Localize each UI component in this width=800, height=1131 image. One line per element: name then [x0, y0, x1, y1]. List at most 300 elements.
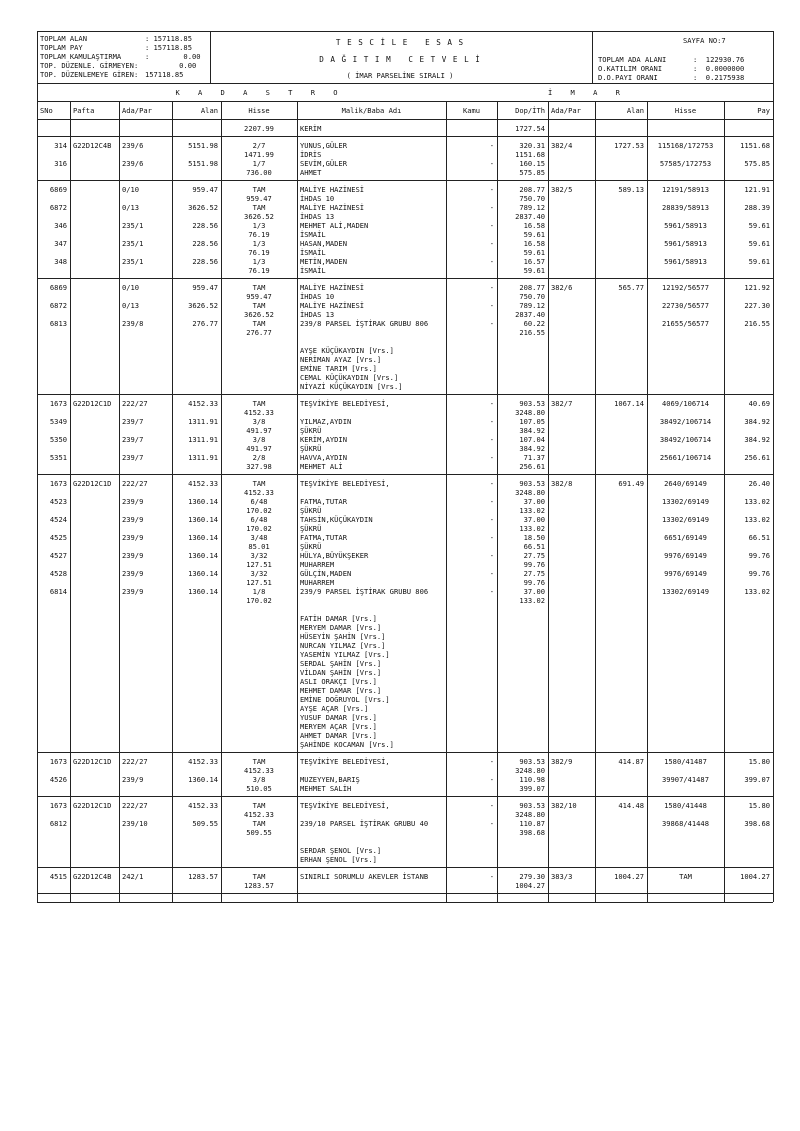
cell-ada-parsel: 222/27	[122, 757, 148, 766]
group-separator	[37, 474, 773, 475]
cell-kamu: -	[489, 301, 494, 310]
cell-malik: SINIRLI SORUMLU AKEVLER İSTANB	[300, 872, 429, 881]
cell-imar-alan: 414.48	[618, 801, 644, 810]
cell-malik: İHDAS 13	[300, 310, 335, 319]
cell-dop-ith: 2837.40	[515, 310, 545, 319]
cell-malik: İDRİS	[300, 150, 322, 159]
cell-imar-hisse: 21655/56577	[662, 319, 709, 328]
cell-malik: AYŞE KÜÇÜKAYDIN [Vrs.]	[300, 346, 394, 355]
cell-alan: 1360.14	[188, 497, 218, 506]
header-ratio-value: : 122930.76	[693, 55, 745, 64]
cell-dop-ith: 133.02	[519, 524, 545, 533]
cell-pay: 1004.27	[740, 872, 770, 881]
cell-ada-parsel: 239/6	[122, 159, 144, 168]
header-total-value: : 0.00	[145, 52, 201, 61]
cell-imar-ada-parsel: 382/9	[551, 757, 573, 766]
column-divider	[497, 101, 498, 902]
group-separator	[37, 180, 773, 181]
group-separator	[37, 136, 773, 137]
column-divider	[172, 101, 173, 902]
cell-malik: TEŞVİKİYE BELEDİYESİ,	[300, 757, 390, 766]
cell-dop-ith: 18.50	[523, 533, 545, 542]
cell-alan: 1311.91	[188, 453, 218, 462]
column-header-sno: SNo	[40, 106, 53, 115]
cell-hisse: 1283.57	[244, 881, 274, 890]
cell-alan: 4152.33	[188, 757, 218, 766]
cell-imar-hisse: 12191/58913	[662, 185, 709, 194]
cell-hisse: 76.19	[248, 266, 270, 275]
cell-hisse: TAM	[252, 757, 266, 766]
cell-hisse: 4152.33	[244, 766, 274, 775]
header-ratio-label: D.O.PAYI ORANI	[598, 73, 658, 82]
cell-ada-parsel: 239/9	[122, 533, 144, 542]
cell-hisse: 76.19	[248, 248, 270, 257]
cell-dop-ith: 399.07	[519, 784, 545, 793]
cell-pay: 133.02	[744, 497, 770, 506]
cell-pay: 99.76	[748, 569, 770, 578]
cell-pay: 133.02	[744, 587, 770, 596]
cell-malik: TEŞVİKİYE BELEDİYESİ,	[300, 479, 390, 488]
cell-malik: TEŞVİKİYE BELEDİYESİ,	[300, 801, 390, 810]
cell-dop-ith: 2837.40	[515, 212, 545, 221]
cell-malik: MUHARREM	[300, 578, 335, 587]
cell-imar-hisse: TAM	[679, 872, 692, 881]
header-ratio-value: : 0.2175938	[693, 73, 745, 82]
column-divider	[647, 101, 648, 902]
cell-malik: EMİNE DOĞRUYOL [Vrs.]	[300, 695, 390, 704]
cell-hisse: 85.01	[248, 542, 270, 551]
cell-alan: 1360.14	[188, 533, 218, 542]
cell-sno: 5349	[49, 417, 67, 426]
cell-kamu: -	[489, 399, 494, 408]
cell-malik: MALİYE HAZİNESİ	[300, 203, 365, 212]
cell-pafta: G22D12C4B	[73, 872, 112, 881]
cell-imar-hisse: 28839/58913	[662, 203, 709, 212]
cell-kamu: -	[489, 775, 494, 784]
cell-dop-ith: 320.31	[519, 141, 545, 150]
cell-hisse: TAM	[252, 479, 266, 488]
column-header-imar-ada-parsel: Ada/Par	[551, 106, 581, 115]
cell-pay: 133.02	[744, 515, 770, 524]
cell-hisse: 1/7	[252, 159, 266, 168]
cell-ada-parsel: 239/6	[122, 141, 144, 150]
cell-sno: 4515	[49, 872, 67, 881]
cell-kamu: -	[489, 185, 494, 194]
cell-kamu: -	[489, 757, 494, 766]
cell-malik: İHDAS 13	[300, 212, 335, 221]
cell-pay: 575.85	[744, 159, 770, 168]
cell-imar-hisse: 13302/69149	[662, 497, 709, 506]
cell-dop-ith: 279.30	[519, 872, 545, 881]
cell-dop-ith: 3248.80	[515, 488, 545, 497]
column-divider	[37, 101, 38, 902]
cell-hisse: 1/8	[252, 587, 266, 596]
header-total-label: TOP. DÜZENLEMEYE GİREN:	[40, 70, 139, 79]
cell-malik: SEVİM,GÜLER	[300, 159, 347, 168]
cell-hisse: 6/48	[250, 497, 268, 506]
cell-kamu: -	[489, 819, 494, 828]
cell-malik: İSMAİL	[300, 266, 326, 275]
cell-pay: 121.91	[744, 185, 770, 194]
cell-sno: 6813	[49, 319, 67, 328]
cell-kamu: -	[489, 239, 494, 248]
cell-imar-hisse: 57585/172753	[659, 159, 712, 168]
header-total-label: TOPLAM ALAN	[40, 34, 87, 43]
cell-sno: 1673	[49, 399, 67, 408]
cell-dop-ith: 903.53	[519, 479, 545, 488]
cell-pay: 256.61	[744, 453, 770, 462]
cell-hisse: 1471.99	[244, 150, 274, 159]
cell-alan: 228.56	[192, 239, 218, 248]
header-ratio-value: : 0.0000000	[693, 64, 745, 73]
cell-dop-ith: 27.75	[523, 551, 545, 560]
cell-hisse: 3/8	[252, 775, 266, 784]
cell-hisse: 4152.33	[244, 488, 274, 497]
cell-pay: 26.40	[748, 479, 770, 488]
cell-sno: 6812	[49, 819, 67, 828]
cell-dop-ith: 107.04	[519, 435, 545, 444]
cell-hisse: 959.47	[246, 194, 272, 203]
cell-sno: 5350	[49, 435, 67, 444]
section-band-top	[37, 83, 773, 84]
cell-ada-parsel: 239/8	[122, 319, 144, 328]
header-total-value: 0.00	[145, 61, 197, 70]
cell-dop-ith: 71.37	[523, 453, 545, 462]
group-separator	[37, 867, 773, 868]
cell-pafta: G22D12C1D	[73, 399, 112, 408]
cell-imar-hisse: 38492/106714	[659, 435, 712, 444]
cell-alan: 228.56	[192, 221, 218, 230]
cell-ada-parsel: 239/9	[122, 497, 144, 506]
cell-ada-parsel: 239/9	[122, 515, 144, 524]
cell-sno: 4526	[49, 775, 67, 784]
cell-sno: 1673	[49, 801, 67, 810]
cell-dop-ith: 216.55	[519, 328, 545, 337]
cell-hisse: 76.19	[248, 230, 270, 239]
cell-hisse: 2/8	[252, 453, 266, 462]
column-divider	[297, 101, 298, 902]
cell-pay: 121.92	[744, 283, 770, 292]
cell-hisse: 327.98	[246, 462, 272, 471]
cell-hisse: TAM	[252, 185, 266, 194]
cell-imar-alan: 1067.14	[614, 399, 644, 408]
cell-sno: 314	[54, 141, 67, 150]
cell-hisse: 491.97	[246, 426, 272, 435]
cell-dop-ith: 903.53	[519, 399, 545, 408]
column-header-kamu: Kamu	[462, 106, 481, 115]
cell-malik: FATİH DAMAR [Vrs.]	[300, 614, 377, 623]
cell-pay: 15.80	[748, 757, 770, 766]
cell-dop-ith: 107.05	[519, 417, 545, 426]
cell-malik: ŞÜKRÜ	[300, 542, 322, 551]
cell-hisse: 4152.33	[244, 408, 274, 417]
cell-malik: ŞAHİNDE KOCAMAN [Vrs.]	[300, 740, 394, 749]
cell-malik: NURCAN YILMAZ [Vrs.]	[300, 641, 386, 650]
cell-hisse: 1/3	[252, 221, 266, 230]
cell-kamu: -	[489, 203, 494, 212]
cell-imar-hisse: 9976/69149	[664, 569, 707, 578]
cell-dop-ith: 208.77	[519, 283, 545, 292]
cell-malik: İHDAS 10	[300, 292, 335, 301]
cell-hisse: 510.05	[246, 784, 272, 793]
cell-sno: 1673	[49, 757, 67, 766]
cell-dop-ith: 59.61	[523, 248, 545, 257]
cell-kamu: -	[489, 515, 494, 524]
cell-imar-alan: 1004.27	[614, 872, 644, 881]
cell-ada-parsel: 0/13	[122, 301, 140, 310]
cell-pafta: G22D12C1D	[73, 757, 112, 766]
cell-alan: 1360.14	[188, 587, 218, 596]
column-header-ada-parsel: Ada/Par	[122, 106, 152, 115]
cell-malik: İHDAS 10	[300, 194, 335, 203]
header-left-border	[37, 31, 38, 83]
cell-pafta: G22D12C1D	[73, 801, 112, 810]
cell-sno: 6872	[49, 301, 67, 310]
cell-pay: 1151.68	[740, 141, 770, 150]
cell-hisse: 3/32	[250, 551, 268, 560]
header-total-label: TOPLAM PAY	[40, 43, 83, 52]
cell-dop-ith: 16.58	[523, 239, 545, 248]
section-imar: İ M A R	[548, 88, 627, 97]
header-total-label: TOP. DÜZENLE. GİRMEYEN:	[40, 61, 139, 70]
document-title: T E S C İ L E E S A S	[335, 38, 465, 47]
cell-malik: ŞÜKRÜ	[300, 506, 322, 515]
cell-imar-hisse: 12192/56577	[662, 283, 709, 292]
table-bottom-border	[37, 902, 773, 903]
header-ratio-label: TOPLAM ADA ALANI	[598, 55, 667, 64]
cell-alan: 3626.52	[188, 203, 218, 212]
column-header-malik: Malik/Baba Adı	[341, 106, 402, 115]
header-right-border	[773, 31, 774, 83]
cell-alan: 1360.14	[188, 515, 218, 524]
cell-dop-ith: 208.77	[519, 185, 545, 194]
column-header-pay: Pay	[757, 106, 770, 115]
cell-sno: 346	[54, 221, 67, 230]
page-number: SAYFA NO:7	[683, 36, 726, 45]
cell-ada-parsel: 235/1	[122, 221, 144, 230]
cell-malik: NİYAZİ KÜÇÜKAYDIN [Vrs.]	[300, 382, 403, 391]
cell-kamu: -	[489, 283, 494, 292]
cell-pafta: G22D12C1D	[73, 479, 112, 488]
cell-imar-alan: 1727.53	[614, 141, 644, 150]
cell-hisse: 3/48	[250, 533, 268, 542]
cell-hisse: TAM	[252, 301, 266, 310]
cell-imar-ada-parsel: 382/7	[551, 399, 573, 408]
cell-malik: FATMA,TUTAR	[300, 497, 347, 506]
table-header-top	[37, 101, 773, 102]
cell-hisse: TAM	[252, 399, 266, 408]
cell-malik: MEHMET SALİH	[300, 784, 352, 793]
cell-hisse: 127.51	[246, 578, 272, 587]
cell-alan: 959.47	[192, 283, 218, 292]
header-divider-right	[592, 31, 593, 83]
cell-hisse: 1/3	[252, 257, 266, 266]
column-header-imar-hisse: Hisse	[674, 106, 697, 115]
cell-ada-parsel: 0/10	[122, 283, 140, 292]
cell-alan: 1360.14	[188, 569, 218, 578]
cell-imar-hisse: 13302/69149	[662, 587, 709, 596]
cell-ada-parsel: 222/27	[122, 801, 148, 810]
cell-kamu: -	[489, 319, 494, 328]
cell-ada-parsel: 239/9	[122, 551, 144, 560]
cell-malik: METİN,MADEN	[300, 257, 347, 266]
cell-ada-parsel: 239/9	[122, 569, 144, 578]
cell-dop-ith: 27.75	[523, 569, 545, 578]
cell-kamu: -	[489, 587, 494, 596]
cell-alan: 1311.91	[188, 435, 218, 444]
cell-dop-ith: 903.53	[519, 757, 545, 766]
cell-sno: 348	[54, 257, 67, 266]
cell-pay: 399.07	[744, 775, 770, 784]
cell-hisse: 127.51	[246, 560, 272, 569]
cell-malik: VİLDAN ŞAHİN [Vrs.]	[300, 668, 382, 677]
cell-dop-ith: 133.02	[519, 596, 545, 605]
document-subtitle: D A Ğ I T I M C E T V E L İ	[319, 55, 481, 64]
cell-malik: CEMAL KÜÇÜKAYDIN [Vrs.]	[300, 373, 399, 382]
cell-alan: 1283.57	[188, 872, 218, 881]
cell-malik: ŞÜKRÜ	[300, 426, 322, 435]
cell-dop-ith: 110.87	[519, 819, 545, 828]
cell-imar-hisse: 13302/69149	[662, 515, 709, 524]
cell-dop-ith: 903.53	[519, 801, 545, 810]
cell-malik: MEHMET DAMAR [Vrs.]	[300, 686, 382, 695]
cell-kamu: -	[489, 159, 494, 168]
cell-malik: MEHMET ALİ	[300, 462, 343, 471]
cell-hisse: 3/8	[252, 435, 266, 444]
header-total-value: 157118.85	[145, 70, 184, 79]
header-total-value: : 157118.85	[145, 43, 192, 52]
cell-kamu: -	[489, 533, 494, 542]
cell-hisse: 170.02	[246, 596, 272, 605]
cell-hisse: 4152.33	[244, 810, 274, 819]
cell-dop-ith: 789.12	[519, 301, 545, 310]
cell-malik: HAVVA,AYDIN	[300, 453, 347, 462]
column-divider	[70, 101, 71, 902]
cell-sno: 6869	[49, 283, 67, 292]
cell-hisse: 2/7	[252, 141, 266, 150]
group-separator	[37, 394, 773, 395]
cell-dop-ith: 16.57	[523, 257, 545, 266]
cell-kamu: -	[489, 141, 494, 150]
cell-sno: 4527	[49, 551, 67, 560]
cell-malik: EMİNE TARIM [Vrs.]	[300, 364, 377, 373]
cell-malik: ŞÜKRÜ	[300, 524, 322, 533]
cell-hisse: TAM	[252, 319, 266, 328]
cell-kamu: -	[489, 435, 494, 444]
cell-hisse: 276.77	[246, 328, 272, 337]
cell-pay: 59.61	[748, 257, 770, 266]
cell-dop-ith: 575.85	[519, 168, 545, 177]
cell-alan: 4152.33	[188, 479, 218, 488]
cell-malik: MUZEYYEN,BARIŞ	[300, 775, 360, 784]
cell-dop-ith: 99.76	[523, 560, 545, 569]
column-divider	[446, 101, 447, 902]
cell-hisse: 3626.52	[244, 212, 274, 221]
cell-imar-hisse: 9976/69149	[664, 551, 707, 560]
cell-kamu: -	[489, 872, 494, 881]
cell-alan: 4152.33	[188, 399, 218, 408]
cell-alan: 1360.14	[188, 775, 218, 784]
cell-ada-parsel: 0/13	[122, 203, 140, 212]
cell-pay: 59.61	[748, 221, 770, 230]
column-divider	[221, 101, 222, 902]
group-separator	[37, 752, 773, 753]
cell-imar-hisse: 38492/106714	[659, 417, 712, 426]
table-header-bottom	[37, 119, 773, 120]
cell-sno: 5351	[49, 453, 67, 462]
cell-ada-parsel: 235/1	[122, 239, 144, 248]
cell-dop-ith: 133.02	[519, 506, 545, 515]
cell-dop-ith: 59.61	[523, 230, 545, 239]
cell-alan: 5151.98	[188, 159, 218, 168]
cell-dop-ith: 160.15	[519, 159, 545, 168]
section-kadastro: K A D A S T R O	[175, 88, 345, 97]
cell-ada-parsel: 239/9	[122, 775, 144, 784]
cell-imar-hisse: 39907/41487	[662, 775, 709, 784]
cell-hisse: TAM	[252, 819, 266, 828]
cell-sno: 347	[54, 239, 67, 248]
cell-dop-ith: 256.61	[519, 462, 545, 471]
cell-pay: 40.69	[748, 399, 770, 408]
cell-pay: 398.68	[744, 819, 770, 828]
cell-malik: ASLI ORAKÇI [Vrs.]	[300, 677, 377, 686]
cell-dop-ith: 1004.27	[515, 881, 545, 890]
cell-pay: 384.92	[744, 435, 770, 444]
cell-malik: ERHAN ŞENOL [Vrs.]	[300, 855, 377, 864]
cell-imar-hisse: 25661/106714	[659, 453, 712, 462]
cell-imar-hisse: 5961/58913	[664, 221, 707, 230]
cell-hisse: 491.97	[246, 444, 272, 453]
cell-imar-hisse: 115168/172753	[657, 141, 714, 150]
cell-imar-hisse: 1580/41487	[664, 757, 707, 766]
cell-dop-ith: 789.12	[519, 203, 545, 212]
cell-hisse: 3/8	[252, 417, 266, 426]
column-divider	[773, 101, 774, 902]
column-divider	[724, 101, 725, 902]
cell-alan: 228.56	[192, 257, 218, 266]
cell-hisse: 1/3	[252, 239, 266, 248]
cell-ada-parsel: 235/1	[122, 257, 144, 266]
cell-imar-ada-parsel: 382/8	[551, 479, 573, 488]
cell-imar-hisse: 2640/69149	[664, 479, 707, 488]
cell-dop-ith: 750.70	[519, 292, 545, 301]
cell-malik: 239/9 PARSEL İŞTİRAK GRUBU 806	[300, 587, 429, 596]
cell-malik: MALİYE HAZİNESİ	[300, 185, 365, 194]
cell-malik: KERİM,AYDIN	[300, 435, 347, 444]
cell-dop-ith: 384.92	[519, 444, 545, 453]
cell-malik: SERDAR ŞENOL [Vrs.]	[300, 846, 382, 855]
cell-dop-ith: 1727.54	[515, 124, 545, 133]
cell-imar-ada-parsel: 382/4	[551, 141, 573, 150]
cell-sno: 4525	[49, 533, 67, 542]
cell-pay: 384.92	[744, 417, 770, 426]
header-ratio-label: O.KATILIM ORANI	[598, 64, 663, 73]
cell-sno: 4528	[49, 569, 67, 578]
cell-malik: 239/10 PARSEL İŞTİRAK GRUBU 40	[300, 819, 429, 828]
cell-dop-ith: 59.61	[523, 266, 545, 275]
cell-dop-ith: 384.92	[519, 426, 545, 435]
cell-malik: YUNUS,GÜLER	[300, 141, 347, 150]
cell-kamu: -	[489, 479, 494, 488]
cell-imar-hisse: 4069/106714	[662, 399, 709, 408]
column-header-dop-ith: Dop/İTh	[515, 106, 545, 115]
cell-hisse: 170.02	[246, 524, 272, 533]
cell-dop-ith: 60.22	[523, 319, 545, 328]
cell-imar-hisse: 5961/58913	[664, 239, 707, 248]
cell-hisse: 3626.52	[244, 310, 274, 319]
cell-ada-parsel: 239/7	[122, 417, 144, 426]
cell-ada-parsel: 239/7	[122, 435, 144, 444]
